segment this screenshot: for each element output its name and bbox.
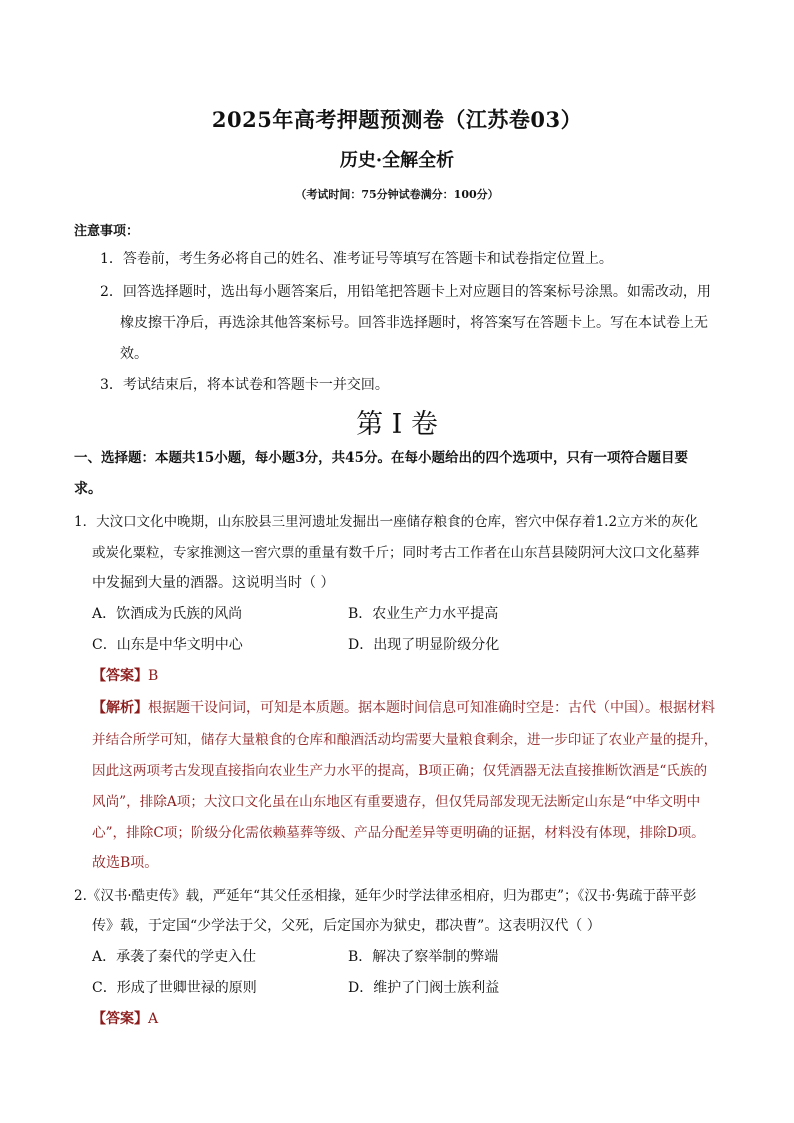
question-2-option-d: D．维护了门阀士族利益 bbox=[348, 980, 500, 996]
question-1-analysis-line: 风尚”，排除A项；大汶口文化虽在山东地区有重要遗存，但仅凭局部发现无法断定山东是“中华文明中 bbox=[92, 794, 701, 810]
question-2-stem: 2.《汉书·酷吏传》载，严延年“其父任丞相掾，延年少时学法律丞相府，归为郡吏”；《汉书·隽疏于薛平彭 bbox=[74, 888, 697, 904]
page-subtitle: 历史·全解全析 bbox=[339, 150, 455, 171]
question-1-analysis bbox=[92, 697, 715, 717]
answer-label: 【答案】 bbox=[92, 668, 148, 684]
section-intro: 一、选择题：本题共15小题，每小题3分，共45分。在每小题给出的四个选项中，只有一项符合题目要 bbox=[74, 450, 688, 466]
question-1-stem: 1．大汶口文化中晚期，山东胶县三里河遗址发掘出一座储存粮食的仓库，窖穴中保存着1.2立方米的灰化 bbox=[74, 514, 699, 530]
answer-value: A bbox=[148, 1011, 159, 1027]
question-1-option-c: C．山东是中华文明中心 bbox=[92, 637, 243, 653]
question-2-answer bbox=[92, 1008, 158, 1028]
question-1-analysis-line: 并结合所学可知，储存大量粮食的仓库和酿酒活动均需要大量粮食剩余，进一步印证了农业产量的提升， bbox=[92, 732, 718, 748]
analysis-label: 【解析】 bbox=[92, 700, 148, 716]
notice-item-continued: 效。 bbox=[120, 346, 148, 362]
question-1-option-a: A．饮酒成为氏族的风尚 bbox=[92, 606, 243, 622]
question-1-answer bbox=[92, 665, 158, 685]
notice-item: 1．答卷前，考生务必将自己的姓名、准考证号等填写在答题卡和试卷指定位置上。 bbox=[100, 251, 613, 267]
section-title: 第 I 卷 bbox=[356, 409, 438, 440]
notice-item: 3．考试结束后，将本试卷和答题卡一并交回。 bbox=[100, 377, 389, 393]
question-1-option-b: B．农业生产力水平提高 bbox=[348, 606, 499, 622]
question-2-option-a: A．承袭了秦代的学吏入仕 bbox=[92, 949, 257, 965]
notice-item-continued: 橡皮擦干净后，再选涂其他答案标号。回答非选择题时，将答案写在答题卡上。写在本试卷上无 bbox=[120, 315, 708, 331]
answer-label: 【答案】 bbox=[92, 1011, 148, 1027]
section-intro-continued: 求。 bbox=[74, 481, 102, 497]
question-1-option-d: D．出现了明显阶级分化 bbox=[348, 637, 500, 653]
notice-item: 2．回答选择题时，选出每小题答案后，用铅笔把答题卡上对应题目的答案标号涂黑。如需改动，用 bbox=[100, 284, 711, 300]
page-title: 2025年高考押题预测卷（江苏卷03） bbox=[211, 107, 583, 132]
question-1-stem: 中发掘到大量的酒器。这说明当时（ ） bbox=[92, 575, 335, 591]
question-1-analysis-line: 心”，排除C项；阶级分化需依赖墓葬等级、产品分配差异等更明确的证据，材料没有体现，排除D项。 bbox=[92, 825, 705, 841]
question-1-stem: 或炭化粟粒，专家推测这一窖穴票的重量有数千斤；同时考古工作者在山东莒县陵阴河大汶口文化墓葬 bbox=[92, 545, 700, 561]
exam-info: （考试时间：75分钟试卷满分：100分） bbox=[295, 188, 499, 201]
question-2-stem: 传》载，于定国“少学法于父，父死，后定国亦为狱史，郡决曹”。这表明汉代（ ） bbox=[92, 918, 601, 934]
question-1-analysis-line: 故选B项。 bbox=[92, 855, 159, 871]
question-1-analysis-line: 因此这两项考古发现直接指向农业生产力水平的提高，B项正确；仅凭酒器无法直接推断饮酒是“氏族的 bbox=[92, 763, 708, 779]
question-2-option-b: B．解决了察举制的弊端 bbox=[348, 949, 499, 965]
answer-value: B bbox=[148, 668, 159, 684]
question-2-option-c: C．形成了世卿世禄的原则 bbox=[92, 980, 257, 996]
analysis-text: 根据题干设问词，可知是本质题。据本题时间信息可知准确时空是：古代（中国）。根据材料 bbox=[148, 700, 715, 716]
notice-heading: 注意事项： bbox=[74, 224, 140, 239]
